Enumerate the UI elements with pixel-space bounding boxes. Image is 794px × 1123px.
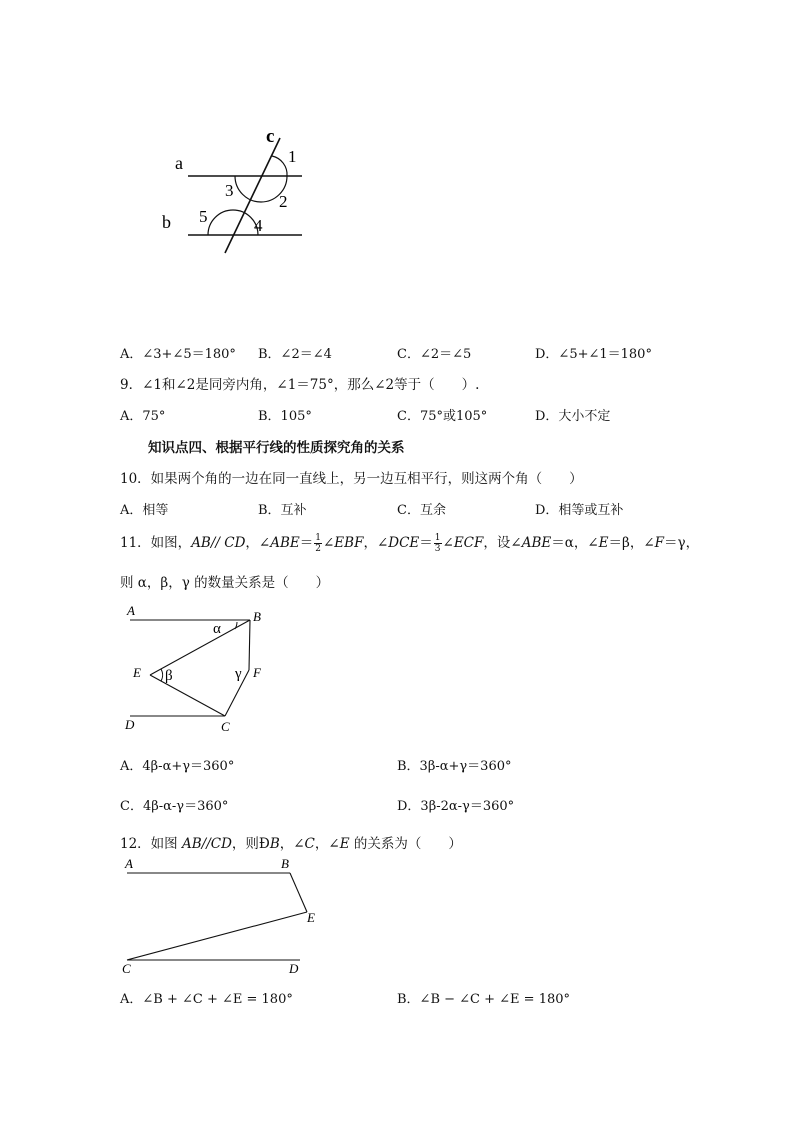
label-A: A	[125, 856, 133, 871]
label-3: 3	[225, 181, 234, 200]
q12-text	[120, 832, 462, 852]
q11-t5: ＝	[299, 535, 314, 551]
q8-option-d: D．∠5+∠1＝180°	[535, 347, 652, 362]
q11-t12: ECF	[453, 535, 484, 551]
q11-t18: F	[654, 535, 665, 551]
q12-option-a: A．∠B + ∠C + ∠E = 180°	[120, 992, 293, 1007]
parallel-lines-figure-q8	[150, 120, 320, 260]
label-4: 4	[254, 216, 263, 235]
label-E: E	[133, 665, 141, 680]
q11-t16: E	[598, 535, 609, 551]
segment-ec	[150, 675, 225, 716]
label-b: b	[162, 212, 171, 232]
q9-option-c: C．75°或105°	[397, 409, 488, 424]
label-A: A	[127, 603, 135, 618]
q10-option-a: A．相等	[120, 503, 169, 518]
fraction-one-half	[314, 533, 322, 554]
half-denominator: 2	[315, 544, 321, 554]
q11-t14: ABE	[521, 535, 552, 551]
q9-option-a: A．75°	[120, 409, 166, 424]
q11-text	[120, 531, 699, 554]
q11-t19: ＝γ，	[664, 535, 700, 551]
q11-t8: ，∠	[363, 535, 389, 551]
q11-t9: DCE	[388, 535, 420, 551]
label-beta: β	[165, 668, 173, 684]
q11-t11: ∠	[442, 535, 454, 551]
label-B: B	[281, 856, 289, 871]
q12-t7: ，∠	[314, 836, 340, 852]
arc-angle-1	[272, 156, 287, 176]
q8-option-a: A．∠3+∠5＝180°	[120, 347, 236, 362]
q12-t4: B	[269, 836, 280, 852]
q8-option-c: C．∠2＝∠5	[397, 347, 472, 362]
q12-option-b: B．∠B − ∠C + ∠E = 180°	[397, 992, 571, 1007]
q8-option-b: B．∠2＝∠4	[258, 347, 332, 362]
q10-option-d: D．相等或互补	[535, 503, 624, 518]
half-numerator: 1	[315, 533, 321, 543]
q9-text: 9．∠1和∠2是同旁内角，∠1＝75°，那么∠2等于（ ）.	[120, 377, 480, 393]
q11-t2: AB// CD	[191, 535, 246, 551]
q11-text-line2: 则 α，β，γ 的数量关系是（ ）	[120, 575, 330, 591]
q11-t4: ABE	[270, 535, 300, 551]
label-C: C	[122, 961, 131, 976]
q9-option-b: B．105°	[258, 409, 312, 424]
q11-t7: EBF	[334, 535, 364, 551]
q12-t2: AB//CD	[181, 836, 232, 852]
angle-figure-q11	[115, 600, 275, 740]
q11-t1: 11．如图，	[120, 535, 192, 551]
fraction-one-third	[434, 533, 442, 554]
label-alpha: α	[213, 621, 221, 637]
label-D: D	[125, 717, 135, 732]
q11-t13: ，设∠	[483, 535, 522, 551]
q12-t6: C	[304, 836, 315, 852]
section-heading: 知识点四、根据平行线的性质探究角的关系	[148, 440, 405, 456]
q12-t9: 的关系为（ ）	[349, 836, 462, 852]
q11-t3: ，∠	[245, 535, 271, 551]
label-a: a	[175, 153, 183, 173]
arc-angle-5-4	[208, 210, 258, 235]
q12-t1: 12．如图	[120, 836, 182, 852]
label-2: 2	[279, 192, 288, 211]
segment-be	[290, 873, 307, 912]
arc-alpha	[235, 622, 237, 629]
label-E: E	[307, 910, 315, 925]
label-1: 1	[288, 147, 297, 166]
angle-figure-q12	[115, 855, 325, 980]
q9-option-d: D．大小不定	[535, 409, 611, 424]
label-B: B	[253, 609, 261, 624]
label-F: F	[253, 665, 261, 680]
q10-option-c: C．互余	[397, 503, 446, 518]
q11-option-b: B．3β-α+γ＝360°	[397, 759, 512, 774]
q11-t6: ∠	[322, 535, 335, 551]
q10-text: 10．如果两个角的一边在同一直线上，另一边互相平行，则这两个角（ ）	[120, 471, 583, 487]
q12-t8: E	[339, 836, 350, 852]
third-numerator: 1	[434, 533, 441, 543]
label-D: D	[289, 961, 299, 976]
q11-option-c: C．4β-α-γ＝360°	[120, 799, 229, 814]
q11-t10: ＝	[419, 535, 433, 551]
label-C: C	[221, 719, 230, 734]
segment-ec	[127, 912, 307, 960]
q11-t15: ＝α，∠	[551, 535, 599, 551]
label-gamma: γ	[235, 666, 242, 682]
q11-option-d: D．3β-2α-γ＝360°	[397, 799, 515, 814]
q12-t5: ，∠	[279, 836, 305, 852]
label-c: c	[266, 126, 275, 147]
arc-beta	[161, 669, 163, 681]
q11-t17: ＝β，∠	[608, 535, 655, 551]
label-5: 5	[199, 207, 208, 226]
segment-bf	[249, 620, 250, 670]
q11-option-a: A．4β-α+γ＝360°	[120, 759, 235, 774]
q10-option-b: B．互补	[258, 503, 307, 518]
q12-t3: ，则Ð	[231, 836, 270, 852]
third-denominator: 3	[434, 544, 441, 554]
